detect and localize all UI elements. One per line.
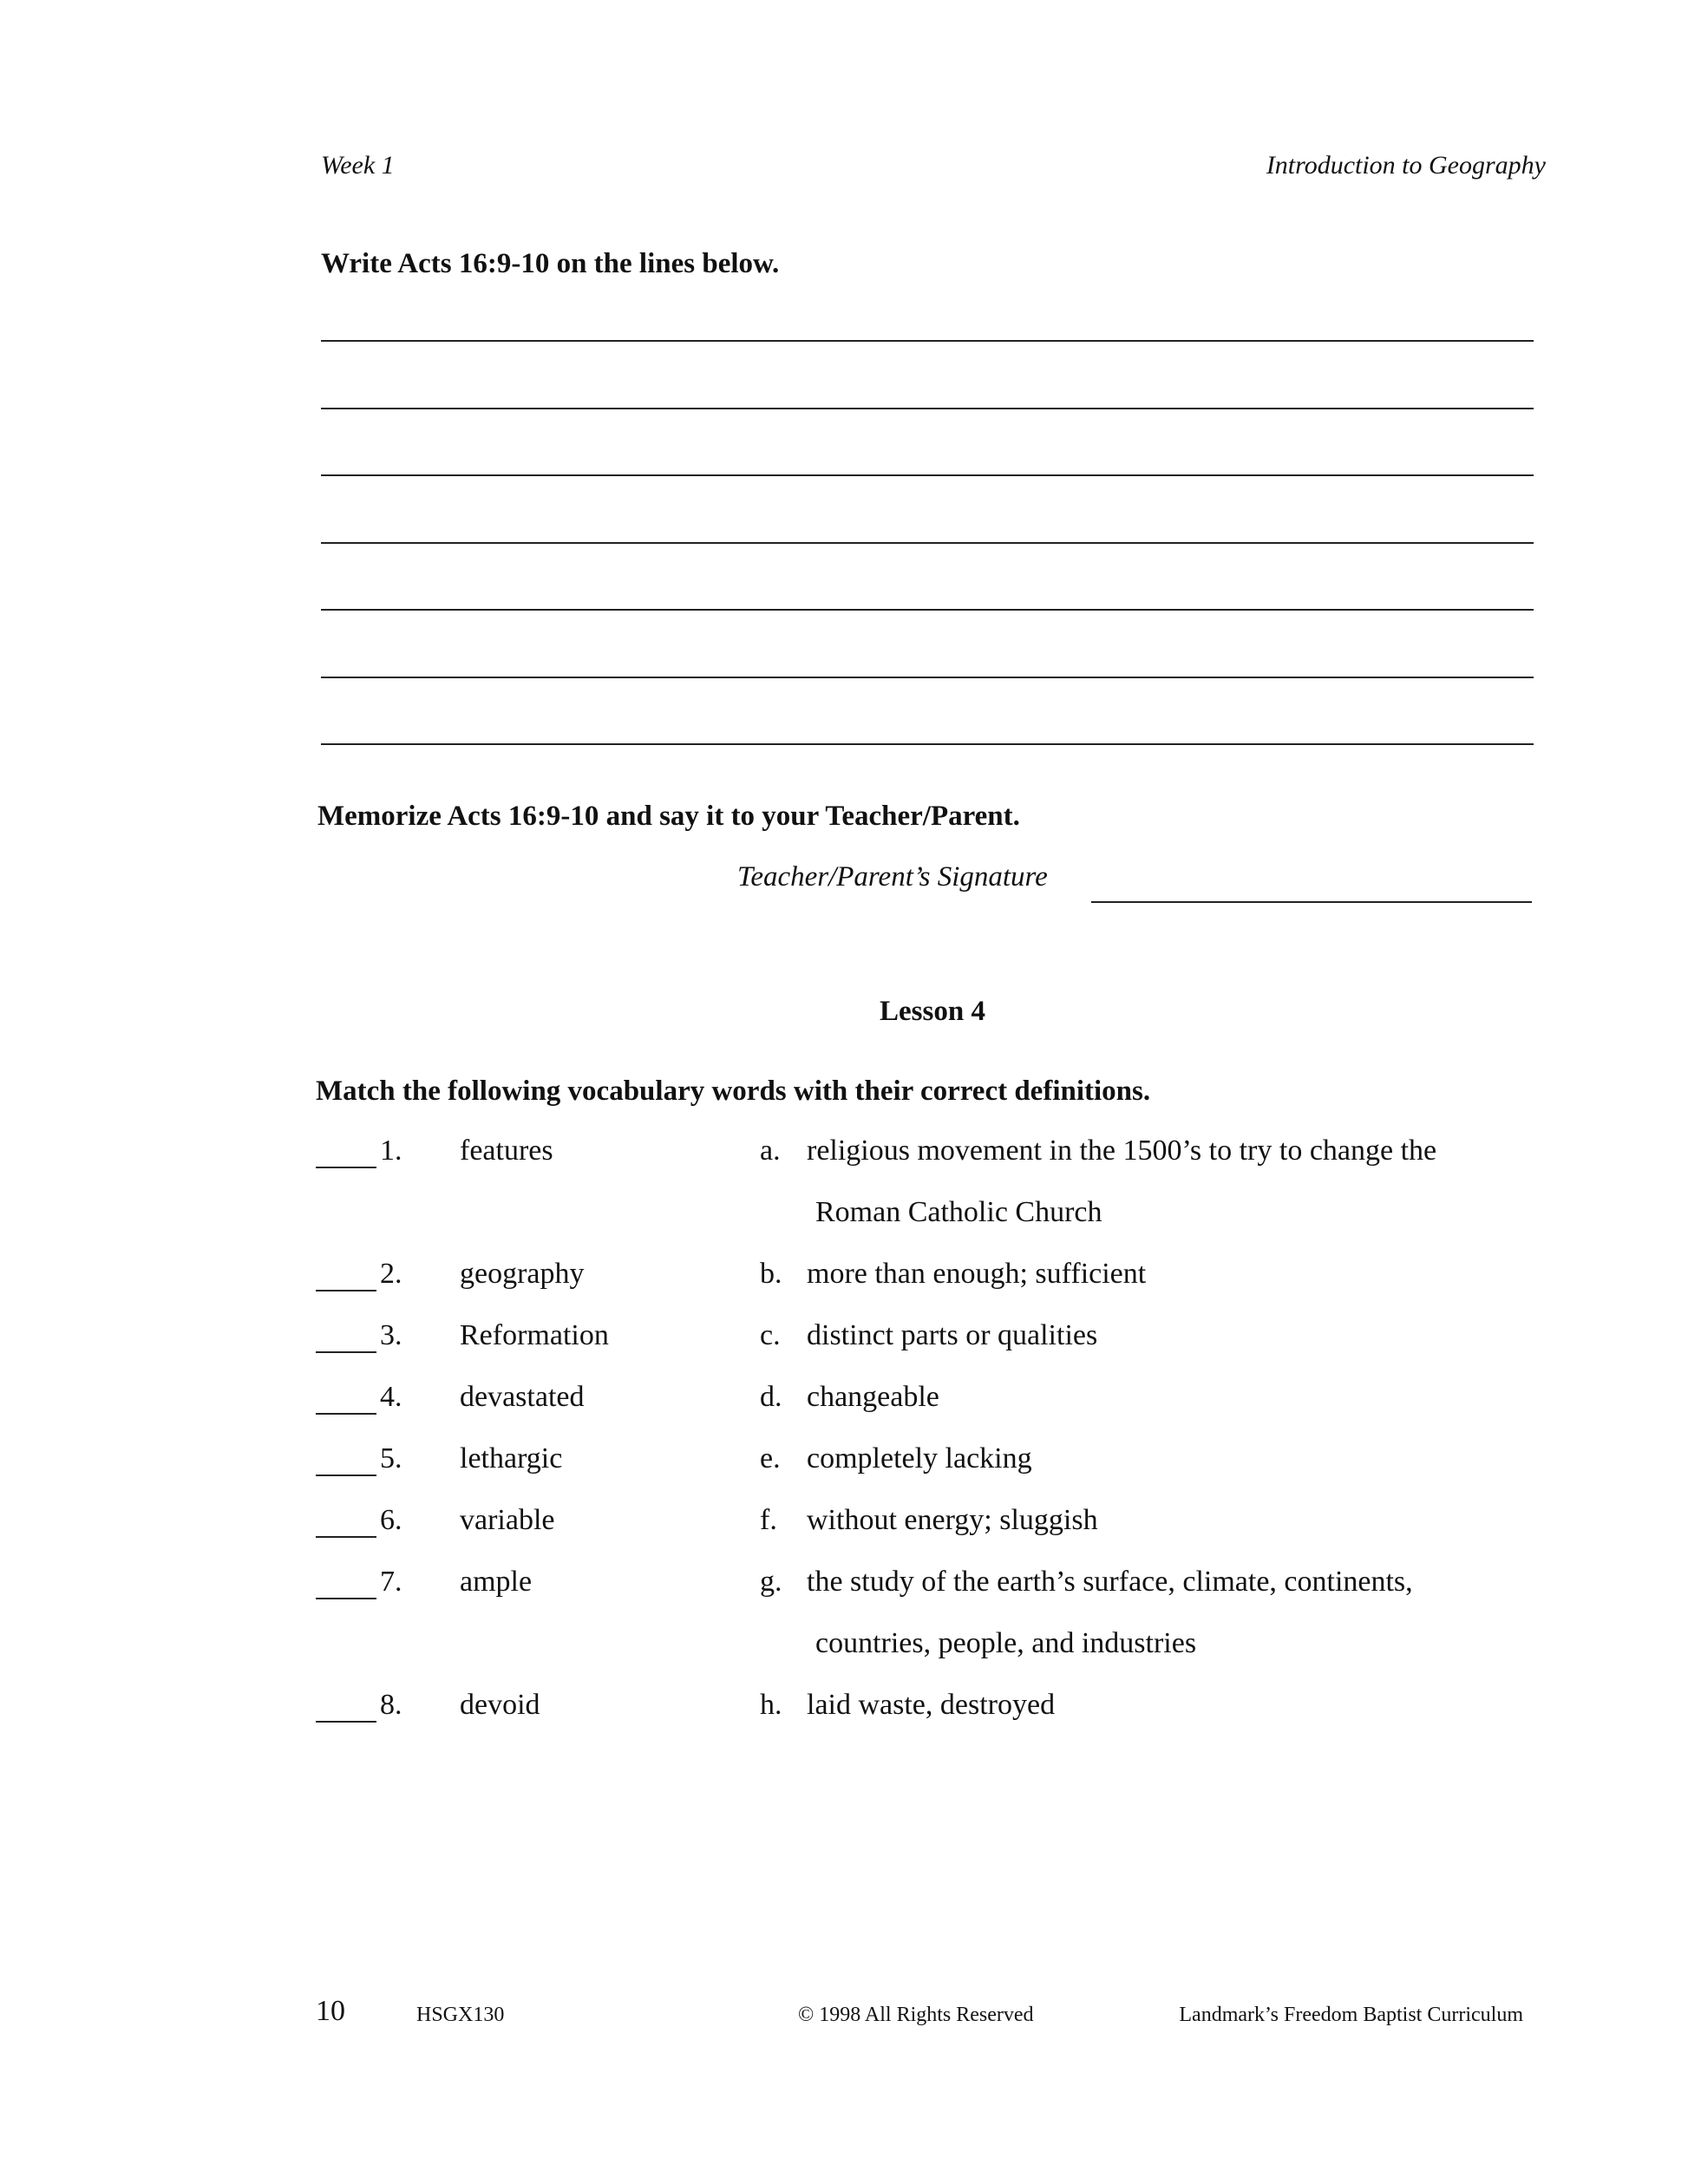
answer-blank[interactable] bbox=[316, 1721, 376, 1723]
page-number: 10 bbox=[316, 1995, 345, 2027]
answer-blank[interactable] bbox=[316, 1290, 376, 1291]
item-number: 7. bbox=[380, 1566, 402, 1598]
vocabulary-word: features bbox=[460, 1135, 553, 1167]
memorize-instructions-heading: Memorize Acts 16:9-10 and say it to your Teacher/Parent. bbox=[317, 801, 1020, 832]
answer-blank[interactable] bbox=[316, 1598, 376, 1599]
vocabulary-word: Reformation bbox=[460, 1319, 609, 1351]
vocabulary-word: devastated bbox=[460, 1381, 585, 1413]
signature-line[interactable] bbox=[1091, 901, 1532, 903]
writing-line[interactable] bbox=[321, 340, 1534, 342]
definition-text: changeable bbox=[807, 1381, 939, 1413]
definition-letter: e. bbox=[760, 1442, 781, 1475]
answer-blank[interactable] bbox=[316, 1475, 376, 1476]
copyright: © 1998 All Rights Reserved bbox=[798, 2004, 1034, 2026]
matching-row bbox=[0, 1381, 1688, 1424]
matching-row bbox=[0, 1319, 1688, 1363]
course-code: HSGX130 bbox=[416, 2004, 505, 2026]
vocabulary-word: variable bbox=[460, 1504, 555, 1536]
vocabulary-word: devoid bbox=[460, 1689, 540, 1721]
matching-instructions-heading: Match the following vocabulary words with their correct definitions. bbox=[316, 1076, 1151, 1107]
write-instructions-heading: Write Acts 16:9-10 on the lines below. bbox=[321, 248, 780, 279]
definition-text: religious movement in the 1500’s to try to change the bbox=[807, 1135, 1437, 1167]
item-number: 4. bbox=[380, 1381, 402, 1413]
definition-letter: f. bbox=[760, 1504, 777, 1536]
vocabulary-word: geography bbox=[460, 1258, 585, 1290]
definition-text: the study of the earth’s surface, climate, continents, bbox=[807, 1566, 1413, 1598]
writing-line[interactable] bbox=[321, 474, 1534, 476]
vocabulary-word: lethargic bbox=[460, 1442, 563, 1475]
matching-row bbox=[0, 1442, 1688, 1486]
definition-text: more than enough; sufficient bbox=[807, 1258, 1147, 1290]
definition-text-continued: countries, people, and industries bbox=[815, 1627, 1197, 1659]
definition-text: without energy; sluggish bbox=[807, 1504, 1098, 1536]
item-number: 5. bbox=[380, 1442, 402, 1475]
matching-row bbox=[0, 1566, 1688, 1609]
answer-blank[interactable] bbox=[316, 1351, 376, 1353]
item-number: 8. bbox=[380, 1689, 402, 1721]
header-week: Week 1 bbox=[321, 151, 395, 180]
definition-letter: d. bbox=[760, 1381, 782, 1413]
definition-letter: b. bbox=[760, 1258, 782, 1290]
definition-text-continued: Roman Catholic Church bbox=[815, 1196, 1102, 1228]
definition-letter: g. bbox=[760, 1566, 782, 1598]
publisher: Landmark’s Freedom Baptist Curriculum bbox=[1179, 2004, 1523, 2026]
matching-row bbox=[0, 1258, 1688, 1301]
definition-text: completely lacking bbox=[807, 1442, 1032, 1475]
definition-continuation-row bbox=[0, 1196, 1688, 1239]
answer-blank[interactable] bbox=[316, 1413, 376, 1415]
definition-continuation-row bbox=[0, 1627, 1688, 1671]
lesson-title: Lesson 4 bbox=[880, 996, 985, 1027]
header-course-title: Introduction to Geography bbox=[1266, 151, 1546, 180]
definition-letter: c. bbox=[760, 1319, 781, 1351]
definition-letter: h. bbox=[760, 1689, 782, 1721]
item-number: 1. bbox=[380, 1135, 402, 1167]
answer-blank[interactable] bbox=[316, 1167, 376, 1168]
item-number: 6. bbox=[380, 1504, 402, 1536]
matching-row bbox=[0, 1135, 1688, 1178]
definition-text: laid waste, destroyed bbox=[807, 1689, 1056, 1721]
writing-line[interactable] bbox=[321, 677, 1534, 678]
matching-row bbox=[0, 1504, 1688, 1547]
item-number: 2. bbox=[380, 1258, 402, 1290]
matching-row bbox=[0, 1689, 1688, 1732]
writing-line[interactable] bbox=[321, 609, 1534, 611]
vocabulary-word: ample bbox=[460, 1566, 533, 1598]
writing-line[interactable] bbox=[321, 542, 1534, 544]
signature-label: Teacher/Parent’s Signature bbox=[737, 861, 1048, 893]
writing-line[interactable] bbox=[321, 408, 1534, 409]
item-number: 3. bbox=[380, 1319, 402, 1351]
writing-line[interactable] bbox=[321, 743, 1534, 745]
answer-blank[interactable] bbox=[316, 1536, 376, 1538]
definition-letter: a. bbox=[760, 1135, 781, 1167]
definition-text: distinct parts or qualities bbox=[807, 1319, 1098, 1351]
